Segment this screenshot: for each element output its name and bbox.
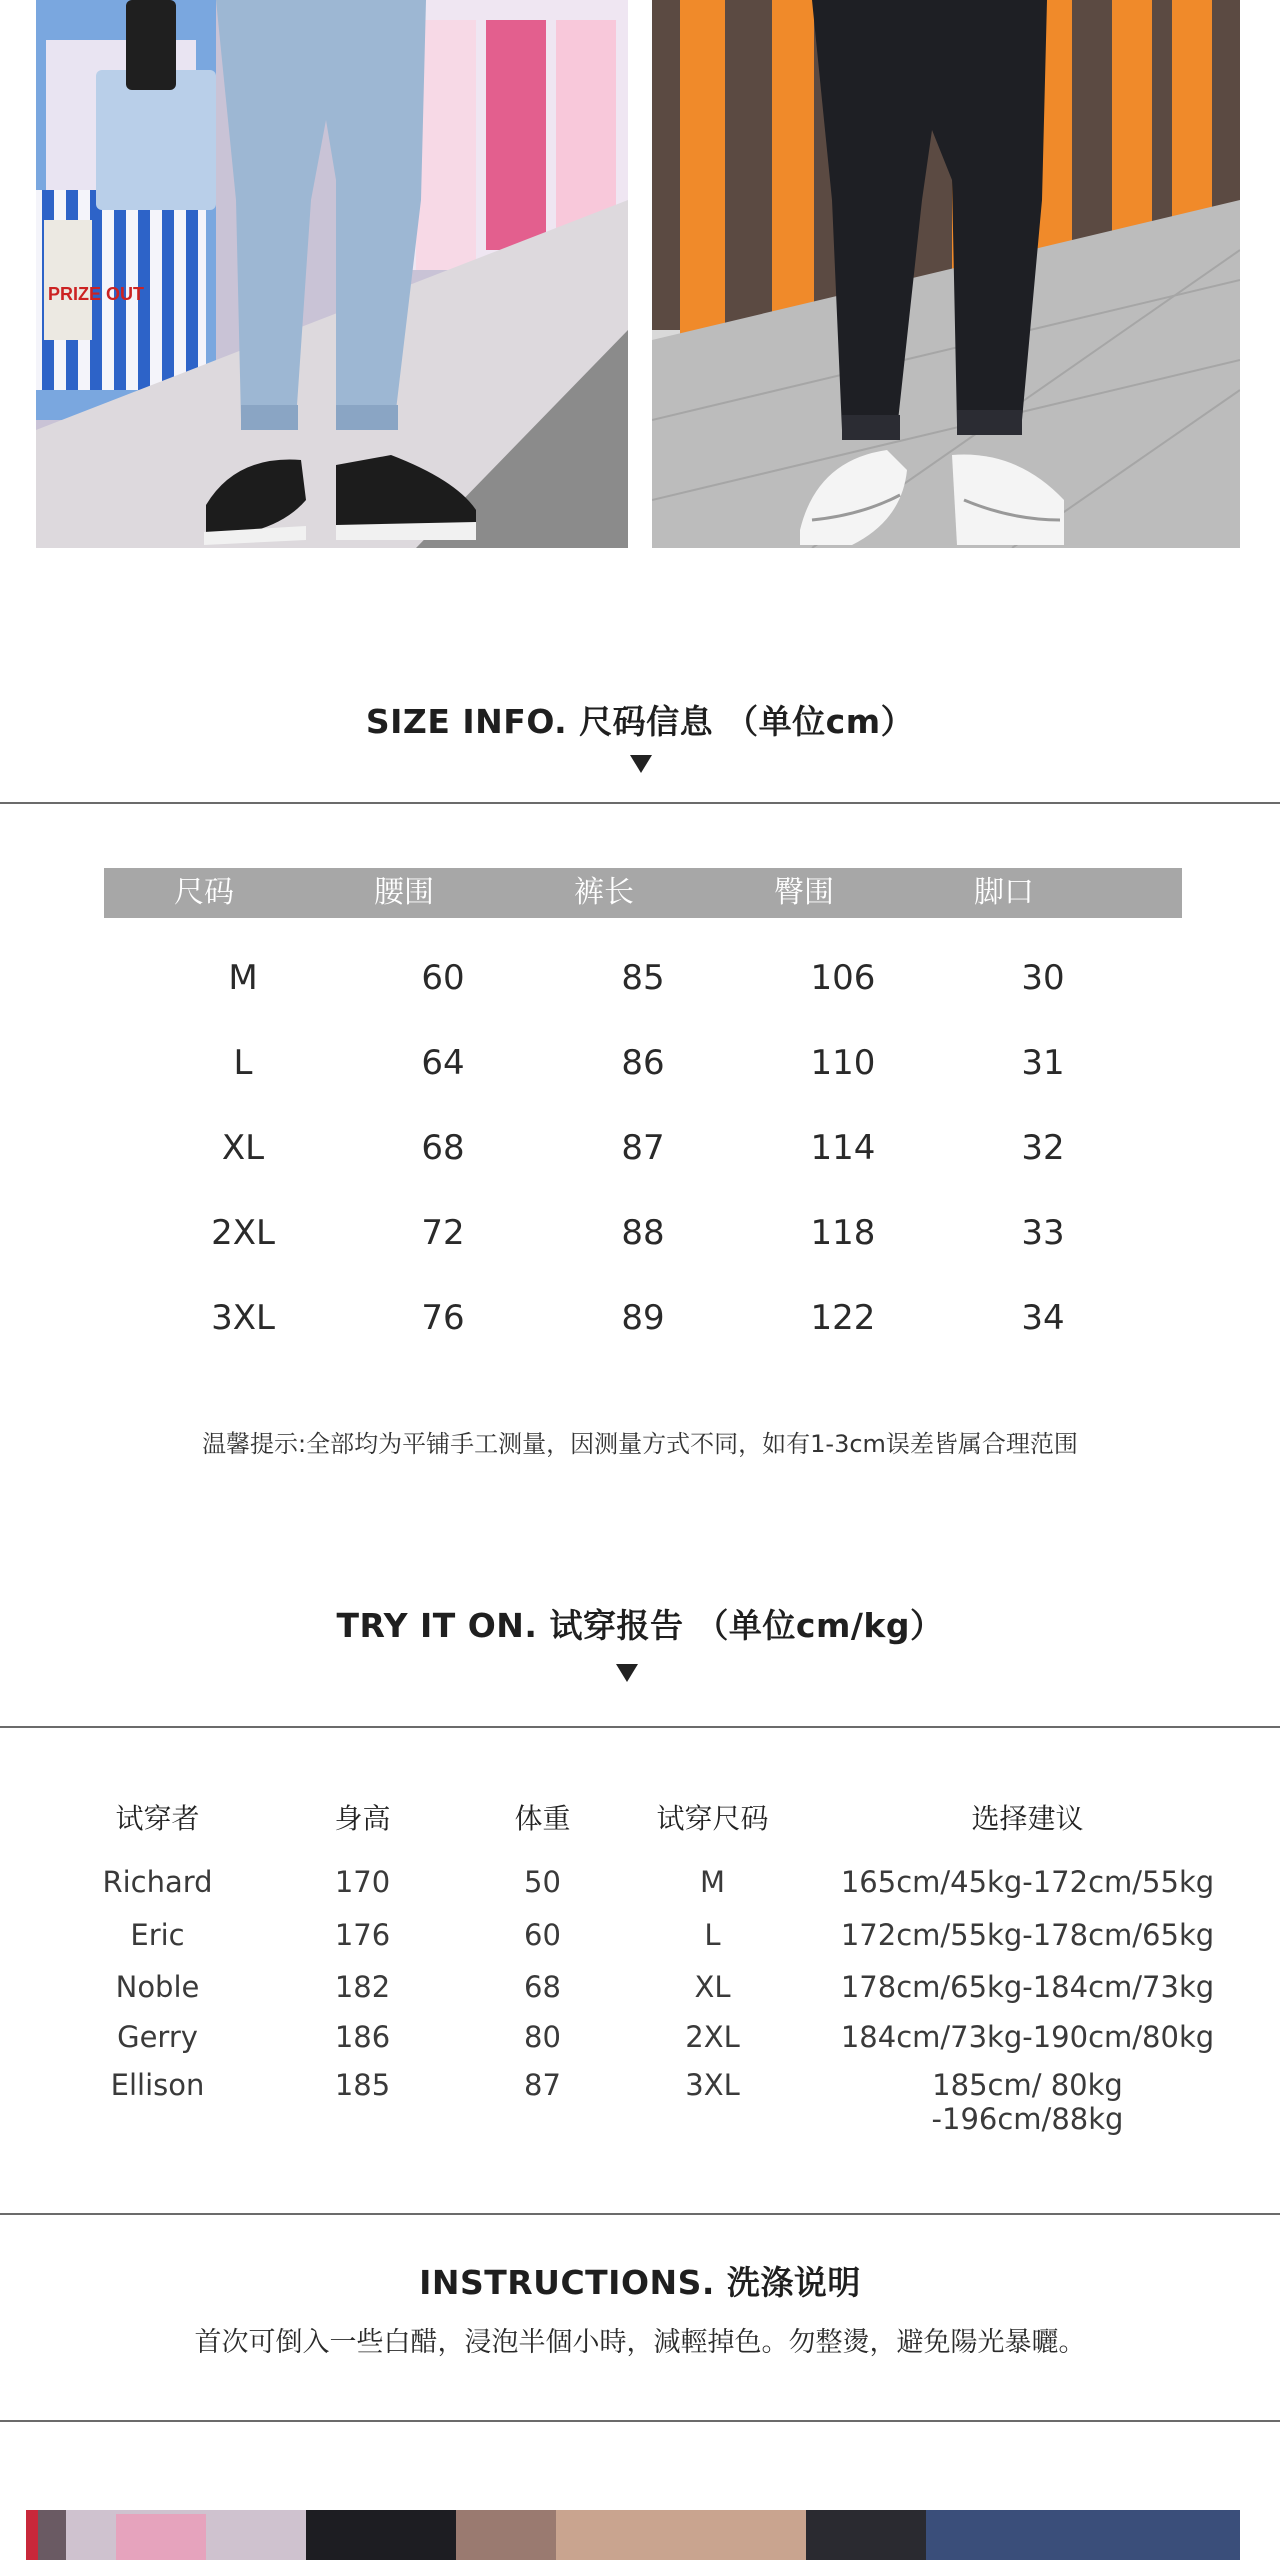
table-row <box>0 2068 1280 2136</box>
size-cell: 30 <box>1021 958 1065 998</box>
try-on-table-header <box>0 1797 1280 1837</box>
size-table-header <box>104 868 1182 918</box>
try-header-cell: 选择建议 <box>971 1802 1084 1835</box>
tester-weight: 80 <box>524 2020 561 2054</box>
size-cell: 64 <box>421 1043 465 1083</box>
arcade-sign-text: PRIZE OUT <box>48 284 145 304</box>
size-suggestion: 185cm/ 80kg -196cm/88kg <box>931 2068 1124 2136</box>
size-cell: 76 <box>421 1298 465 1338</box>
size-cell: 118 <box>810 1213 876 1253</box>
size-suggestion: 184cm/73kg-190cm/80kg <box>840 2020 1215 2054</box>
size-cell: 88 <box>621 1213 665 1253</box>
tester-size: XL <box>694 1970 731 2004</box>
try-header-cell: 试穿者 <box>115 1802 200 1835</box>
size-cell: 32 <box>1021 1128 1065 1168</box>
tester-size: 3XL <box>685 2068 740 2102</box>
tester-height: 186 <box>334 2020 391 2054</box>
tester-name: Gerry <box>117 2020 198 2054</box>
table-row <box>0 2020 1280 2060</box>
tester-size: 2XL <box>685 2020 740 2054</box>
tester-height: 176 <box>334 1918 391 1952</box>
section-divider <box>0 2420 1280 2422</box>
size-cell: 60 <box>421 958 465 998</box>
black-jeans-photo <box>652 0 1240 548</box>
size-cell: 2XL <box>211 1213 275 1253</box>
size-cell: 34 <box>1021 1298 1065 1338</box>
down-triangle-icon <box>616 1664 638 1682</box>
tester-height: 182 <box>334 1970 391 2004</box>
tester-size: L <box>704 1918 721 1952</box>
measurement-note: 温馨提示:全部均为平铺手工测量，因测量方式不同，如有1-3cm误差皆属合理范围 <box>202 1430 1078 1458</box>
table-row <box>143 1128 1143 1168</box>
size-cell: M <box>228 958 258 998</box>
size-header-cell: 脚口 <box>974 875 1034 910</box>
size-suggestion: 172cm/55kg-178cm/65kg <box>840 1918 1215 1952</box>
size-suggestion: 178cm/65kg-184cm/73kg <box>840 1970 1215 2004</box>
tester-weight: 60 <box>524 1918 561 1952</box>
section-divider <box>0 802 1280 804</box>
try-on-title: TRY IT ON. 试穿报告 （单位cm/kg） <box>336 1606 944 1645</box>
try-header-cell: 试穿尺码 <box>656 1802 769 1835</box>
size-header-cell: 尺码 <box>174 875 234 910</box>
size-cell: 3XL <box>211 1298 275 1338</box>
try-header-cell: 体重 <box>514 1802 571 1835</box>
table-row <box>143 1298 1143 1338</box>
size-cell: XL <box>221 1128 265 1168</box>
table-row <box>0 1865 1280 1905</box>
tester-name: Richard <box>102 1865 213 1899</box>
size-cell: 68 <box>421 1128 465 1168</box>
table-row <box>0 1918 1280 1958</box>
instructions-title: INSTRUCTIONS. 洗涤说明 <box>419 2263 861 2302</box>
size-cell: 86 <box>621 1043 665 1083</box>
try-header-cell: 身高 <box>334 1802 391 1835</box>
size-cell: 106 <box>810 958 876 998</box>
section-divider <box>0 1726 1280 1728</box>
washing-instructions: 首次可倒入一些白醋，浸泡半個小時，減輕掉色。勿整燙，避免陽光暴曬。 <box>194 2327 1086 2358</box>
tester-height: 185 <box>334 2068 391 2102</box>
size-cell: 31 <box>1021 1043 1065 1083</box>
size-cell: 110 <box>810 1043 876 1083</box>
tester-name: Noble <box>115 1970 200 2004</box>
tester-weight: 50 <box>524 1865 561 1899</box>
table-row <box>143 958 1143 998</box>
tester-name: Eric <box>130 1918 185 1952</box>
size-cell: 33 <box>1021 1213 1065 1253</box>
size-cell: 89 <box>621 1298 665 1338</box>
section-divider <box>0 2213 1280 2215</box>
size-header-cell: 臀围 <box>774 875 834 910</box>
size-suggestion: 165cm/45kg-172cm/55kg <box>840 1865 1215 1899</box>
tester-name: Ellison <box>110 2068 205 2102</box>
size-cell: 72 <box>421 1213 465 1253</box>
tester-weight: 68 <box>524 1970 561 2004</box>
tester-weight: 87 <box>524 2068 561 2102</box>
tester-size: M <box>699 1865 726 1899</box>
table-row <box>143 1213 1143 1253</box>
size-info-title: SIZE INFO. 尺码信息 （单位cm） <box>365 702 915 741</box>
size-cell: 122 <box>810 1298 876 1338</box>
size-cell: L <box>233 1043 253 1083</box>
bottom-product-photo <box>26 2510 1240 2560</box>
light-blue-jeans-photo <box>36 0 628 548</box>
size-cell: 87 <box>621 1128 665 1168</box>
size-header-cell: 腰围 <box>374 875 434 910</box>
table-row <box>0 1970 1280 2010</box>
size-cell: 114 <box>810 1128 876 1168</box>
size-cell: 85 <box>621 958 665 998</box>
tester-height: 170 <box>334 1865 391 1899</box>
down-triangle-icon <box>630 755 652 773</box>
table-row <box>143 1043 1143 1083</box>
size-header-cell: 裤长 <box>574 875 634 910</box>
